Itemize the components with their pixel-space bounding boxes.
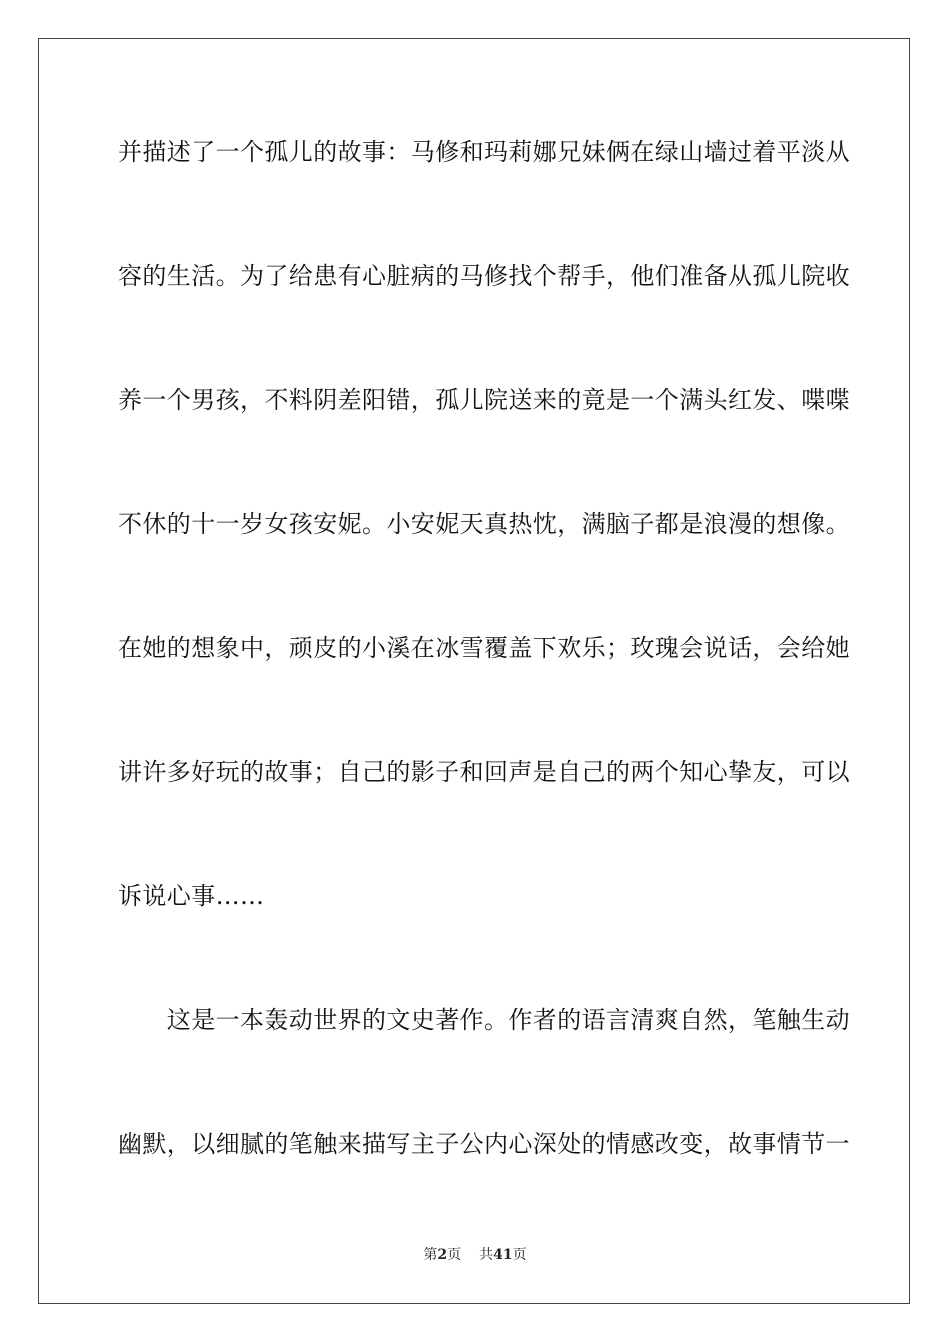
body-text-line-7: 诉说心事…… [118, 882, 265, 910]
body-text-line-4: 不休的十一岁女孩安妮。小安妮天真热忱，满脑子都是浪漫的想像。 [118, 510, 850, 538]
body-text-line-5: 在她的想象中，顽皮的小溪在冰雪覆盖下欢乐；玫瑰会说话，会给她 [118, 634, 850, 662]
body-text-line-8: 这是一本轰动世界的文史著作。作者的语言清爽自然，笔触生动 [118, 1006, 850, 1034]
body-text-line-1: 并描述了一个孤儿的故事：马修和玛莉娜兄妹俩在绿山墙过着平淡从 [118, 138, 850, 166]
page-border [38, 38, 910, 1304]
page-footer [0, 1246, 950, 1264]
body-text-line-3: 养一个男孩，不料阴差阳错，孤儿院送来的竟是一个满头红发、喋喋 [118, 386, 850, 414]
total-suffix: 页 [512, 1247, 527, 1263]
total-prefix: 共 [479, 1247, 494, 1263]
body-text-line-2: 容的生活。为了给患有心脏病的马修找个帮手，他们准备从孤儿院收 [118, 262, 850, 290]
body-text-line-9: 幽默，以细腻的笔触来描写主子公内心深处的情感改变，故事情节一 [118, 1130, 850, 1158]
page-number: 2 [437, 1247, 448, 1263]
body-text-line-6: 讲许多好玩的故事；自己的影子和回声是自己的两个知心挚友，可以 [118, 758, 850, 786]
page-prefix: 第 [423, 1247, 438, 1263]
page-suffix: 页 [447, 1247, 462, 1263]
total-pages: 41 [493, 1247, 513, 1263]
